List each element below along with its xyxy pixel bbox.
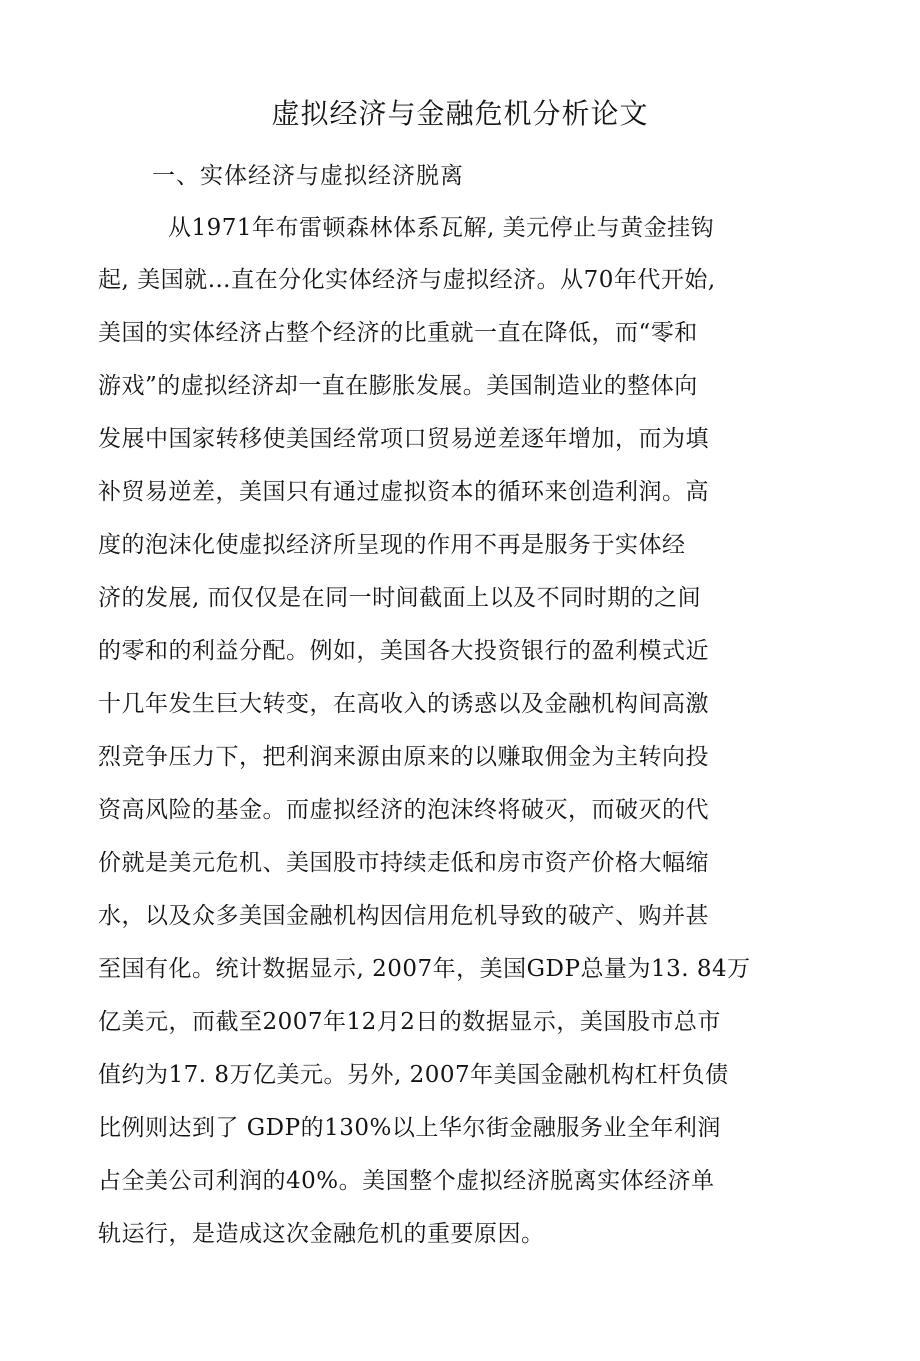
paragraph-line: 游戏”的虚拟经济却一直在膨胀发展。美国制造业的整体向 xyxy=(98,373,698,399)
paragraph-line: 从1971年布雷顿森林体系瓦解, 美元停止与黄金挂钩 xyxy=(168,215,715,241)
paragraph-line: 价就是美元危机、美国股市持续走低和房市资产价格大幅缩 xyxy=(98,850,709,876)
paragraph-line: 值约为17. 8万亿美元。另外, 2007年美国金融机构杠杆负债 xyxy=(98,1062,729,1088)
paragraph-line: 至国有化。统计数据显示, 2007年，美国GDP总量为13. 84万 xyxy=(98,956,751,982)
paragraph-line: 的零和的利益分配。例如，美国各大投资银行的盈利模式近 xyxy=(98,638,709,664)
paragraph-line: 十几年发生巨大转变，在高收入的诱惑以及金融机构间高激 xyxy=(98,691,709,717)
paragraph-line: 美国的实体经济占整个经济的比重就一直在降低，而“零和 xyxy=(98,320,698,346)
paragraph-line: 烈竞争压力下，把利润来源由原来的以赚取佣金为主转向投 xyxy=(98,744,709,770)
paragraph-line: 度的泡沫化使虚拟经济所呈现的作用不再是服务于实体经 xyxy=(98,532,686,558)
paragraph-line: 轨运行，是造成这次金融危机的重要原因。 xyxy=(98,1221,545,1247)
paragraph-line: 亿美元，而截至2007年12月2日的数据显示，美国股市总市 xyxy=(98,1009,721,1035)
paragraph-line: 发展中国家转移使美国经常项口贸易逆差逐年增加，而为填 xyxy=(98,426,709,452)
paragraph-line: 补贸易逆差，美国只有通过虚拟资本的循环来创造利润。高 xyxy=(98,479,709,505)
paragraph-line: 资高风险的基金。而虚拟经济的泡沫终将破灭，而破灭的代 xyxy=(98,797,709,823)
paragraph-line: 起, 美国就…直在分化实体经济与虚拟经济。从70年代开始, xyxy=(98,267,716,293)
paragraph-line: 比例则达到了 GDP的130%以上华尔街金融服务业全年利润 xyxy=(98,1115,721,1141)
section-heading: 一、实体经济与虚拟经济脱离 xyxy=(152,163,464,189)
paragraph-line: 占全美公司利润的40%。美国整个虚拟经济脱离实体经济单 xyxy=(98,1168,715,1194)
paragraph-line: 济的发展, 而仅仅是在同一时间截面上以及不同时期的之间 xyxy=(98,585,702,611)
document-title: 虚拟经济与金融危机分析论文 xyxy=(271,97,649,130)
paragraph-line: 水，以及众多美国金融机构因信用危机导致的破产、购并甚 xyxy=(98,903,709,929)
